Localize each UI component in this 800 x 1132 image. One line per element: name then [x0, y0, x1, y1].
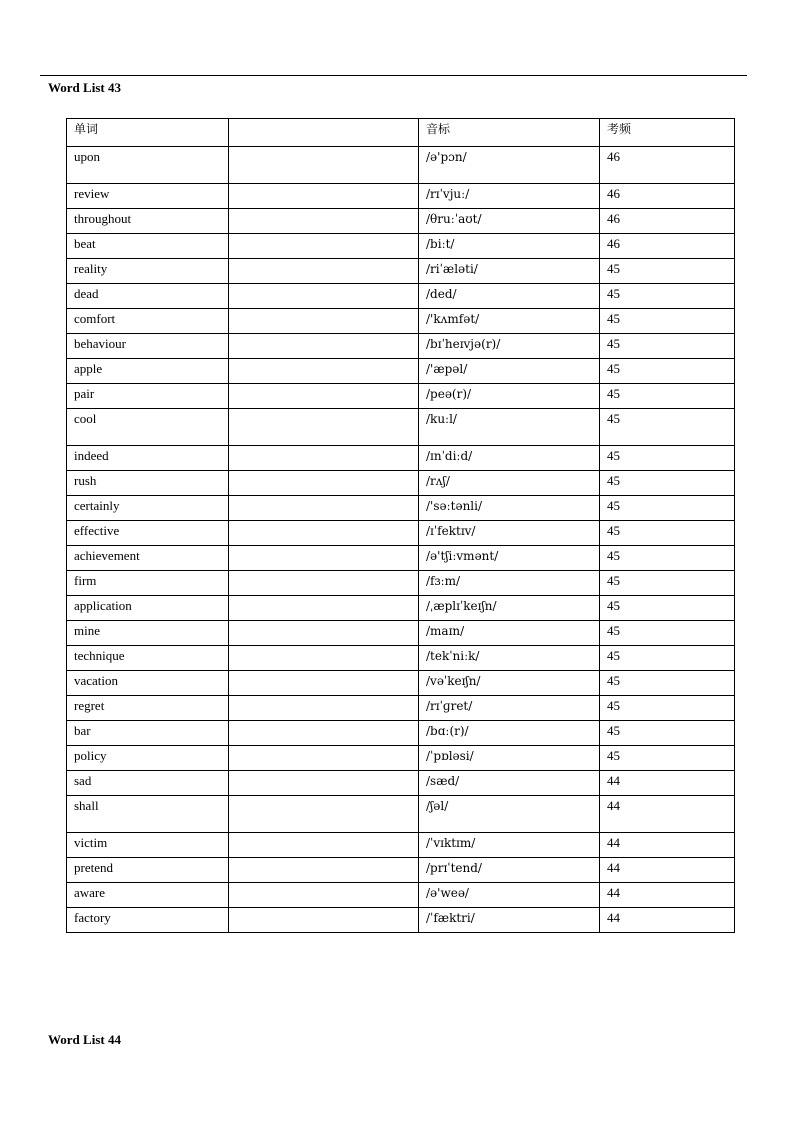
frequency-cell: 46: [600, 184, 735, 209]
word-cell: reality: [67, 259, 229, 284]
table-row: [67, 309, 735, 334]
word-cell: rush: [67, 471, 229, 496]
word-cell: mine: [67, 621, 229, 646]
word-cell: factory: [67, 908, 229, 933]
header-rule: [40, 75, 747, 76]
table-row: [67, 209, 735, 234]
frequency-cell: 45: [600, 259, 735, 284]
frequency-cell: 44: [600, 771, 735, 796]
table-row: [67, 833, 735, 858]
table-row: [67, 259, 735, 284]
frequency-cell: 45: [600, 359, 735, 384]
frequency-cell: 45: [600, 621, 735, 646]
blank-cell: [229, 671, 419, 696]
table-row: [67, 883, 735, 908]
table-row: [67, 446, 735, 471]
word-cell: pair: [67, 384, 229, 409]
table-row: [67, 908, 735, 933]
word-cell: bar: [67, 721, 229, 746]
table-row: [67, 521, 735, 546]
table-row: [67, 596, 735, 621]
word-cell: cool: [67, 409, 229, 446]
table-row: [67, 746, 735, 771]
frequency-cell: 44: [600, 833, 735, 858]
word-cell: achievement: [67, 546, 229, 571]
phonetic-cell: /rɪˈvjuː/: [419, 184, 600, 209]
table-row: [67, 796, 735, 833]
phonetic-cell: /prɪˈtend/: [419, 858, 600, 883]
blank-cell: [229, 446, 419, 471]
table-row: [67, 646, 735, 671]
frequency-cell: 45: [600, 596, 735, 621]
word-cell: indeed: [67, 446, 229, 471]
frequency-cell: 45: [600, 721, 735, 746]
blank-cell: [229, 309, 419, 334]
table-row: [67, 284, 735, 309]
word-cell: dead: [67, 284, 229, 309]
blank-cell: [229, 771, 419, 796]
frequency-cell: 45: [600, 384, 735, 409]
frequency-cell: 46: [600, 147, 735, 184]
blank-cell: [229, 259, 419, 284]
word-cell: upon: [67, 147, 229, 184]
word-cell: shall: [67, 796, 229, 833]
phonetic-cell: /'æpəl/: [419, 359, 600, 384]
table-row: [67, 147, 735, 184]
phonetic-cell: /kuːl/: [419, 409, 600, 446]
list-title: Word List 43: [48, 80, 121, 95]
word-cell: review: [67, 184, 229, 209]
table-row: [67, 359, 735, 384]
phonetic-cell: /sæd/: [419, 771, 600, 796]
blank-cell: [229, 496, 419, 521]
word-cell: comfort: [67, 309, 229, 334]
frequency-cell: 46: [600, 234, 735, 259]
table-row: [67, 471, 735, 496]
phonetic-cell: /rɪˈɡret/: [419, 696, 600, 721]
blank-cell: [229, 546, 419, 571]
word-cell: certainly: [67, 496, 229, 521]
phonetic-cell: /ɪˈfektɪv/: [419, 521, 600, 546]
phonetic-cell: /riˈæləti/: [419, 259, 600, 284]
table-row: [67, 696, 735, 721]
blank-cell: [229, 184, 419, 209]
frequency-cell: 45: [600, 334, 735, 359]
word-cell: application: [67, 596, 229, 621]
phonetic-cell: /'səːtənli/: [419, 496, 600, 521]
word-cell: behaviour: [67, 334, 229, 359]
word-table: [66, 118, 735, 933]
table-row: [67, 721, 735, 746]
column-header-blank: [229, 119, 419, 147]
phonetic-cell: /ˈvɪktɪm/: [419, 833, 600, 858]
blank-cell: [229, 883, 419, 908]
phonetic-cell: /'kʌmfət/: [419, 309, 600, 334]
blank-cell: [229, 908, 419, 933]
word-cell: apple: [67, 359, 229, 384]
blank-cell: [229, 334, 419, 359]
table-row: [67, 409, 735, 446]
phonetic-cell: /peə(r)/: [419, 384, 600, 409]
frequency-cell: 45: [600, 409, 735, 446]
phonetic-cell: /ˌæplɪˈkeɪʃn/: [419, 596, 600, 621]
phonetic-cell: /ˈfæktri/: [419, 908, 600, 933]
frequency-cell: 45: [600, 746, 735, 771]
blank-cell: [229, 721, 419, 746]
table-row: [67, 858, 735, 883]
phonetic-cell: /θruːˈaʊt/: [419, 209, 600, 234]
phonetic-cell: /bɪˈheɪvjə(r)/: [419, 334, 600, 359]
frequency-cell: 44: [600, 908, 735, 933]
phonetic-cell: /ə'weə/: [419, 883, 600, 908]
frequency-cell: 45: [600, 496, 735, 521]
word-cell: regret: [67, 696, 229, 721]
blank-cell: [229, 746, 419, 771]
table-row: [67, 234, 735, 259]
blank-cell: [229, 646, 419, 671]
table-row: [67, 184, 735, 209]
blank-cell: [229, 858, 419, 883]
word-cell: vacation: [67, 671, 229, 696]
phonetic-cell: /fɜːm/: [419, 571, 600, 596]
blank-cell: [229, 234, 419, 259]
frequency-cell: 45: [600, 284, 735, 309]
word-cell: firm: [67, 571, 229, 596]
phonetic-cell: /biːt/: [419, 234, 600, 259]
phonetic-cell: /rʌʃ/: [419, 471, 600, 496]
word-cell: throughout: [67, 209, 229, 234]
table-row: [67, 621, 735, 646]
blank-cell: [229, 147, 419, 184]
frequency-cell: 44: [600, 883, 735, 908]
phonetic-cell: /ʃəl/: [419, 796, 600, 833]
phonetic-cell: /ə'tʃiːvmənt/: [419, 546, 600, 571]
frequency-cell: 45: [600, 546, 735, 571]
column-header-word: 单词: [67, 119, 229, 147]
word-cell: technique: [67, 646, 229, 671]
phonetic-cell: /bɑː(r)/: [419, 721, 600, 746]
blank-cell: [229, 384, 419, 409]
word-cell: policy: [67, 746, 229, 771]
frequency-cell: 45: [600, 471, 735, 496]
column-header-phonetic: 音标: [419, 119, 600, 147]
blank-cell: [229, 209, 419, 234]
word-cell: aware: [67, 883, 229, 908]
frequency-cell: 45: [600, 309, 735, 334]
word-cell: victim: [67, 833, 229, 858]
blank-cell: [229, 571, 419, 596]
table-header-row: [67, 119, 735, 147]
phonetic-cell: /maɪn/: [419, 621, 600, 646]
frequency-cell: 44: [600, 796, 735, 833]
word-cell: sad: [67, 771, 229, 796]
frequency-cell: 45: [600, 521, 735, 546]
frequency-cell: 45: [600, 646, 735, 671]
table-row: [67, 546, 735, 571]
phonetic-cell: /ded/: [419, 284, 600, 309]
phonetic-cell: /ə'pɔn/: [419, 147, 600, 184]
next-list-title: Word List 44: [48, 1032, 121, 1047]
frequency-cell: 46: [600, 209, 735, 234]
frequency-cell: 45: [600, 446, 735, 471]
phonetic-cell: /ɪnˈdiːd/: [419, 446, 600, 471]
phonetic-cell: /ˈpɒləsi/: [419, 746, 600, 771]
blank-cell: [229, 596, 419, 621]
table-row: [67, 771, 735, 796]
blank-cell: [229, 696, 419, 721]
table-row: [67, 671, 735, 696]
blank-cell: [229, 359, 419, 384]
phonetic-cell: /vəˈkeɪʃn/: [419, 671, 600, 696]
word-cell: pretend: [67, 858, 229, 883]
frequency-cell: 45: [600, 671, 735, 696]
word-cell: beat: [67, 234, 229, 259]
blank-cell: [229, 833, 419, 858]
phonetic-cell: /tekˈniːk/: [419, 646, 600, 671]
blank-cell: [229, 521, 419, 546]
blank-cell: [229, 621, 419, 646]
column-header-frequency: 考频: [600, 119, 735, 147]
blank-cell: [229, 796, 419, 833]
table-row: [67, 384, 735, 409]
frequency-cell: 44: [600, 858, 735, 883]
blank-cell: [229, 284, 419, 309]
blank-cell: [229, 471, 419, 496]
blank-cell: [229, 409, 419, 446]
table-row: [67, 496, 735, 521]
frequency-cell: 45: [600, 696, 735, 721]
table-row: [67, 334, 735, 359]
table-row: [67, 571, 735, 596]
frequency-cell: 45: [600, 571, 735, 596]
word-cell: effective: [67, 521, 229, 546]
